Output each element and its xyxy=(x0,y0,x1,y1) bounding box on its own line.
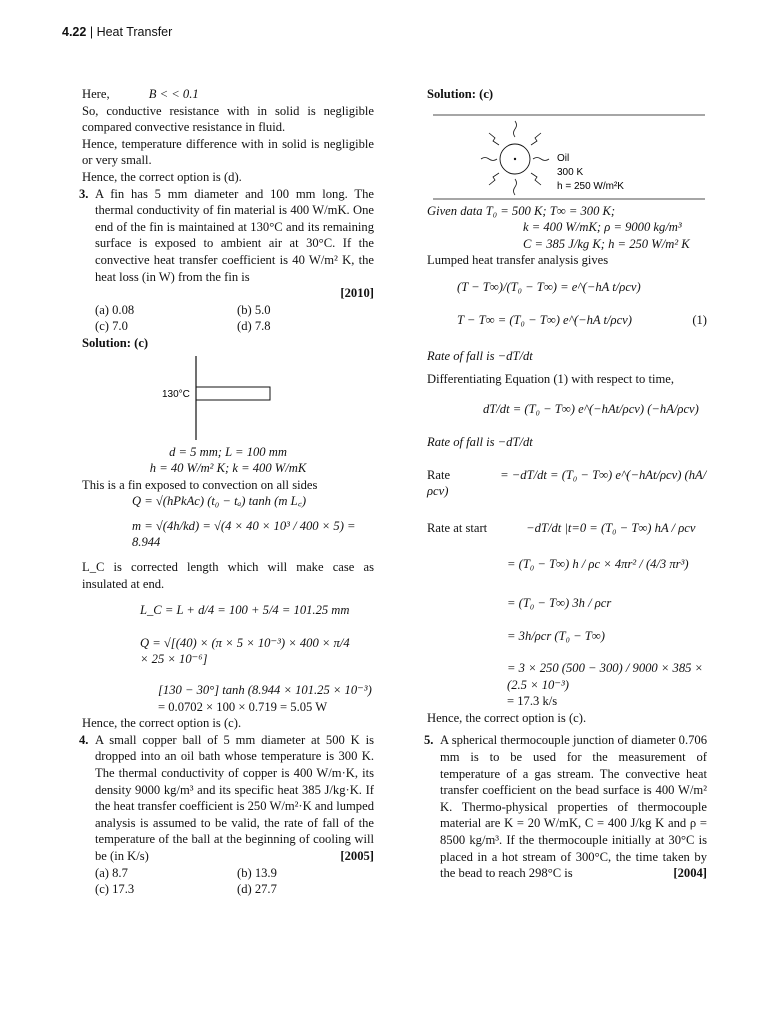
option-a[interactable]: (a) 0.08 xyxy=(95,302,135,317)
given-line-2: h = 40 W/m² K; k = 400 W/mK xyxy=(149,461,307,476)
question-number: 5. xyxy=(424,733,434,748)
given-data-3: C = 385 J/kg K; h = 250 W/m² K xyxy=(523,236,690,251)
question-year: [2004] xyxy=(673,866,707,881)
equation-result: = 17.3 k/s xyxy=(507,694,558,709)
intro-line-1: So, conductive resistance with in solid is negligible compared convective resistance in fluid. xyxy=(82,103,374,135)
fin-base-temp: 130°C xyxy=(162,388,190,400)
rate-start-line xyxy=(427,520,707,537)
equation-derivative: dT/dt = (T₀ − T∞) e^(−hAt/ρcv) (−hA/ρcv) xyxy=(483,402,699,417)
rate-start-label: Rate at start xyxy=(427,520,488,535)
biot-condition: B < < 0.1 xyxy=(148,87,199,101)
question-text: A spherical thermocouple junction of diameter 0.706 mm is to be used for the measurement of temperature of a gas stream. The convective heat transfer coefficient on the bead surface is 400 W/m² K. Thermo-physical properties of thermocouple material are K = 20 W/mK, C = 400 J/kg K and ρ = 8500 kg/m³. If the thermocouple initially at 30°C is placed in a hot stream of 300°C, the time taken by the bead to reach 298°C is xyxy=(440,733,707,881)
ball-diagram xyxy=(427,103,707,203)
option-b[interactable]: (b) 13.9 xyxy=(237,865,277,880)
fin-figure xyxy=(82,352,374,444)
rate-start-equation: −dT/dt |t=0 = (T₀ − T∞) hA / ρcv xyxy=(526,520,696,535)
question-number: 4. xyxy=(79,732,89,747)
option-d[interactable]: (d) 27.7 xyxy=(237,882,277,897)
header-separator: | xyxy=(89,25,94,39)
chapter-title: Heat Transfer xyxy=(96,25,173,39)
given-data-1: Given data T₀ = 500 K; T∞ = 300 K; xyxy=(427,203,616,218)
rate-line xyxy=(427,467,707,500)
left-column xyxy=(79,86,374,898)
intro-line-2: Hence, temperature difference with in solid is negligible or very small. xyxy=(82,136,374,168)
fin-diagram xyxy=(82,352,374,444)
h-value: h = 250 W/m²K xyxy=(557,180,624,192)
fin-statement: This is a fin exposed to convection on all sides xyxy=(82,477,318,492)
differentiating-statement: Differentiating Equation (1) with respect to time, xyxy=(427,371,675,386)
rate-of-fall: Rate of fall is −dT/dt xyxy=(427,349,533,364)
oil-temp: 300 K xyxy=(557,166,584,178)
equation-step-8: = 3h/ρcr (T₀ − T∞) xyxy=(507,628,605,643)
ball-in-oil-figure xyxy=(427,103,707,203)
solution-label: Solution: (c) xyxy=(427,87,494,101)
equation-step-9: = 3 × 250 (500 − 300) / 9000 × 385 × (2.5 × 10⁻³) xyxy=(507,661,704,692)
q4-answer: Hence, the correct option is (c). xyxy=(427,710,587,725)
question-text: A fin has 5 mm diameter and 100 mm long. The thermal conductivity of fin material is 400 W/mK. One end of the fin is maintained at 130°C and its remaining surface is exposed to ambient air at 30°C. If the convective heat transfer coefficient is 40 W/m² K, the heat loss (in W) from the fin is xyxy=(95,186,374,284)
intro-here-line xyxy=(82,86,374,103)
equation-q2-root: Q = √[(40) × (π × 5 × 10⁻³) × 400 × π/4 × 25 × 10⁻⁶] xyxy=(140,635,350,667)
here-label: Here, xyxy=(82,87,110,101)
option-c[interactable]: (c) 17.3 xyxy=(95,882,135,897)
equation-m: m = √(4h/kd) = √(4 × 40 × 10³ / 400 × 5) = 8.944 xyxy=(132,518,356,550)
oil-label: Oil xyxy=(557,152,570,164)
question-4 xyxy=(79,732,374,865)
given-data-2: k = 400 W/mK; ρ = 9000 kg/m³ xyxy=(523,220,682,235)
option-a[interactable]: (a) 8.7 xyxy=(95,865,128,880)
lc-definition: L_C is corrected length which will make case as insulated at end. xyxy=(82,560,374,591)
page-number: 4.22 xyxy=(62,25,87,39)
intro-answer: Hence, the correct option is (d). xyxy=(82,169,242,184)
equation-lc: L_C = L + d/4 = 100 + 5/4 = 101.25 mm xyxy=(140,603,350,618)
right-column xyxy=(424,86,707,882)
equation-q2-tanh: [130 − 30°] tanh (8.944 × 101.25 × 10⁻³) xyxy=(158,683,372,698)
question-5 xyxy=(424,732,707,881)
q3-answer: Hence, the correct option is (c). xyxy=(82,716,242,731)
rate-equation: = −dT/dt = (T₀ − T∞) e^(−hAt/ρcv) (hA/ρcv) xyxy=(427,467,707,499)
option-c[interactable]: (c) 7.0 xyxy=(95,319,128,334)
lumped-statement: Lumped heat transfer analysis gives xyxy=(427,253,609,268)
question-3-options xyxy=(82,302,374,335)
question-text: A small copper ball of 5 mm diameter at 500 K is dropped into an oil bath whose temperature is 300 K. The thermal conductivity of copper is 400 W/m·K, its density 9000 kg/m³ and its specific heat 385 J/kg·K. If the heat transfer coefficient is 250 W/m²·K and lumped analysis is assumed to be valid, the rate of fall of the temperature of the ball at the beginning of cooling will be (in K/s) xyxy=(95,732,374,863)
question-4-options xyxy=(82,865,374,898)
equation-1-tag: (1) xyxy=(692,312,707,327)
option-b[interactable]: (b) 5.0 xyxy=(237,302,271,317)
question-number: 3. xyxy=(79,186,89,201)
page-header xyxy=(62,24,172,41)
option-d[interactable]: (d) 7.8 xyxy=(237,319,271,334)
solution-label: Solution: (c) xyxy=(82,335,149,350)
given-line-1: d = 5 mm; L = 100 mm xyxy=(169,444,287,459)
equation-step-7: = (T₀ − T∞) 3h / ρcr xyxy=(507,595,612,610)
question-year: [2010] xyxy=(340,286,374,301)
rate-of-fall-2: Rate of fall is −dT/dt xyxy=(427,434,533,449)
equation-q2-result: = 0.0702 × 100 × 0.719 = 5.05 W xyxy=(158,699,328,714)
rate-label: Rate xyxy=(427,467,451,482)
equation-ratio: (T − T∞)/(T₀ − T∞) = e^(−hA t/ρcv) xyxy=(457,279,641,294)
equation-step-6: = (T₀ − T∞) h / ρc × 4πr² / (4/3 πr³) xyxy=(507,557,689,572)
equation-1 xyxy=(427,312,707,329)
question-3 xyxy=(79,186,374,302)
equation-q: Q = √(hPkAc) (t₀ − tₐ) tanh (m L꜀) xyxy=(132,494,307,509)
question-year: [2005] xyxy=(340,848,374,863)
equation-1-body: T − T∞ = (T₀ − T∞) e^(−hA t/ρcv) xyxy=(457,312,632,327)
